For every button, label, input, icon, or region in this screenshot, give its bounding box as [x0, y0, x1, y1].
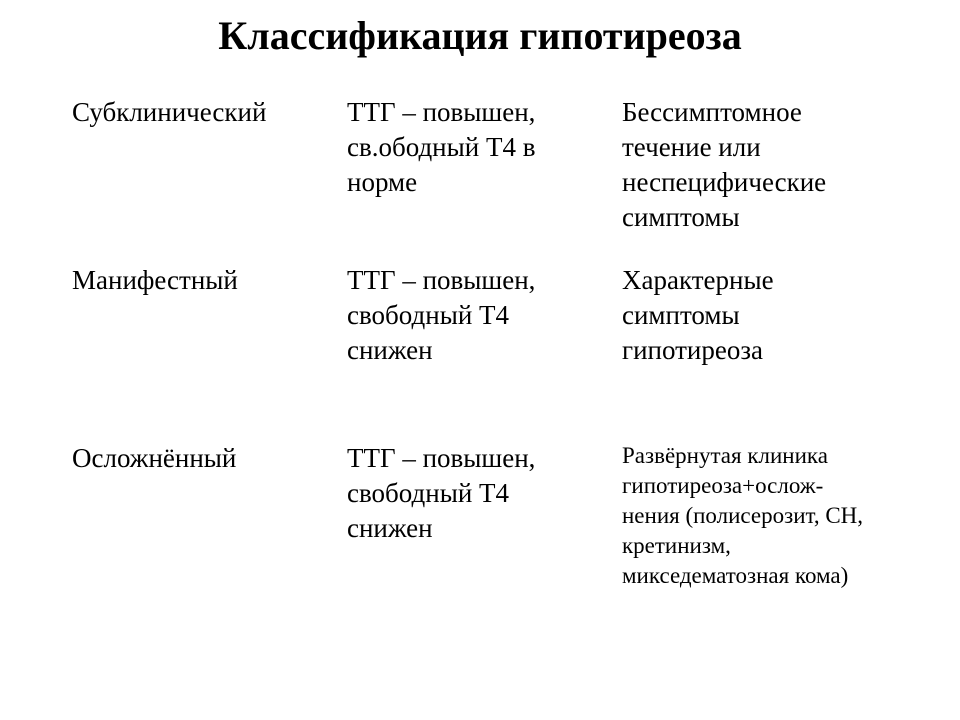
row-3-clinic: Развёрнутая клиника гипотиреоза+ослож- нения (полисерозит, СН, кретинизм, микседематозная кома)	[622, 443, 864, 588]
row-3-type: Осложнённый	[72, 443, 237, 473]
row-3-lab: ТТГ – повышен, свободный Т4 снижен	[347, 443, 536, 543]
slide-title: Классификация гипотиреоза	[218, 13, 742, 58]
row-1-type: Субклинический	[72, 97, 267, 127]
row-2-lab: ТТГ – повышен, свободный Т4 снижен	[347, 265, 536, 365]
row-1-clinic: Бессимптомное течение или неспецифические симптомы	[622, 97, 827, 232]
row-2-type: Манифестный	[72, 265, 238, 295]
row-2-clinic: Характерные симптомы гипотиреоза	[622, 265, 774, 365]
row-1-lab: ТТГ – повышен, св.ободный Т4 в норме	[347, 97, 536, 197]
